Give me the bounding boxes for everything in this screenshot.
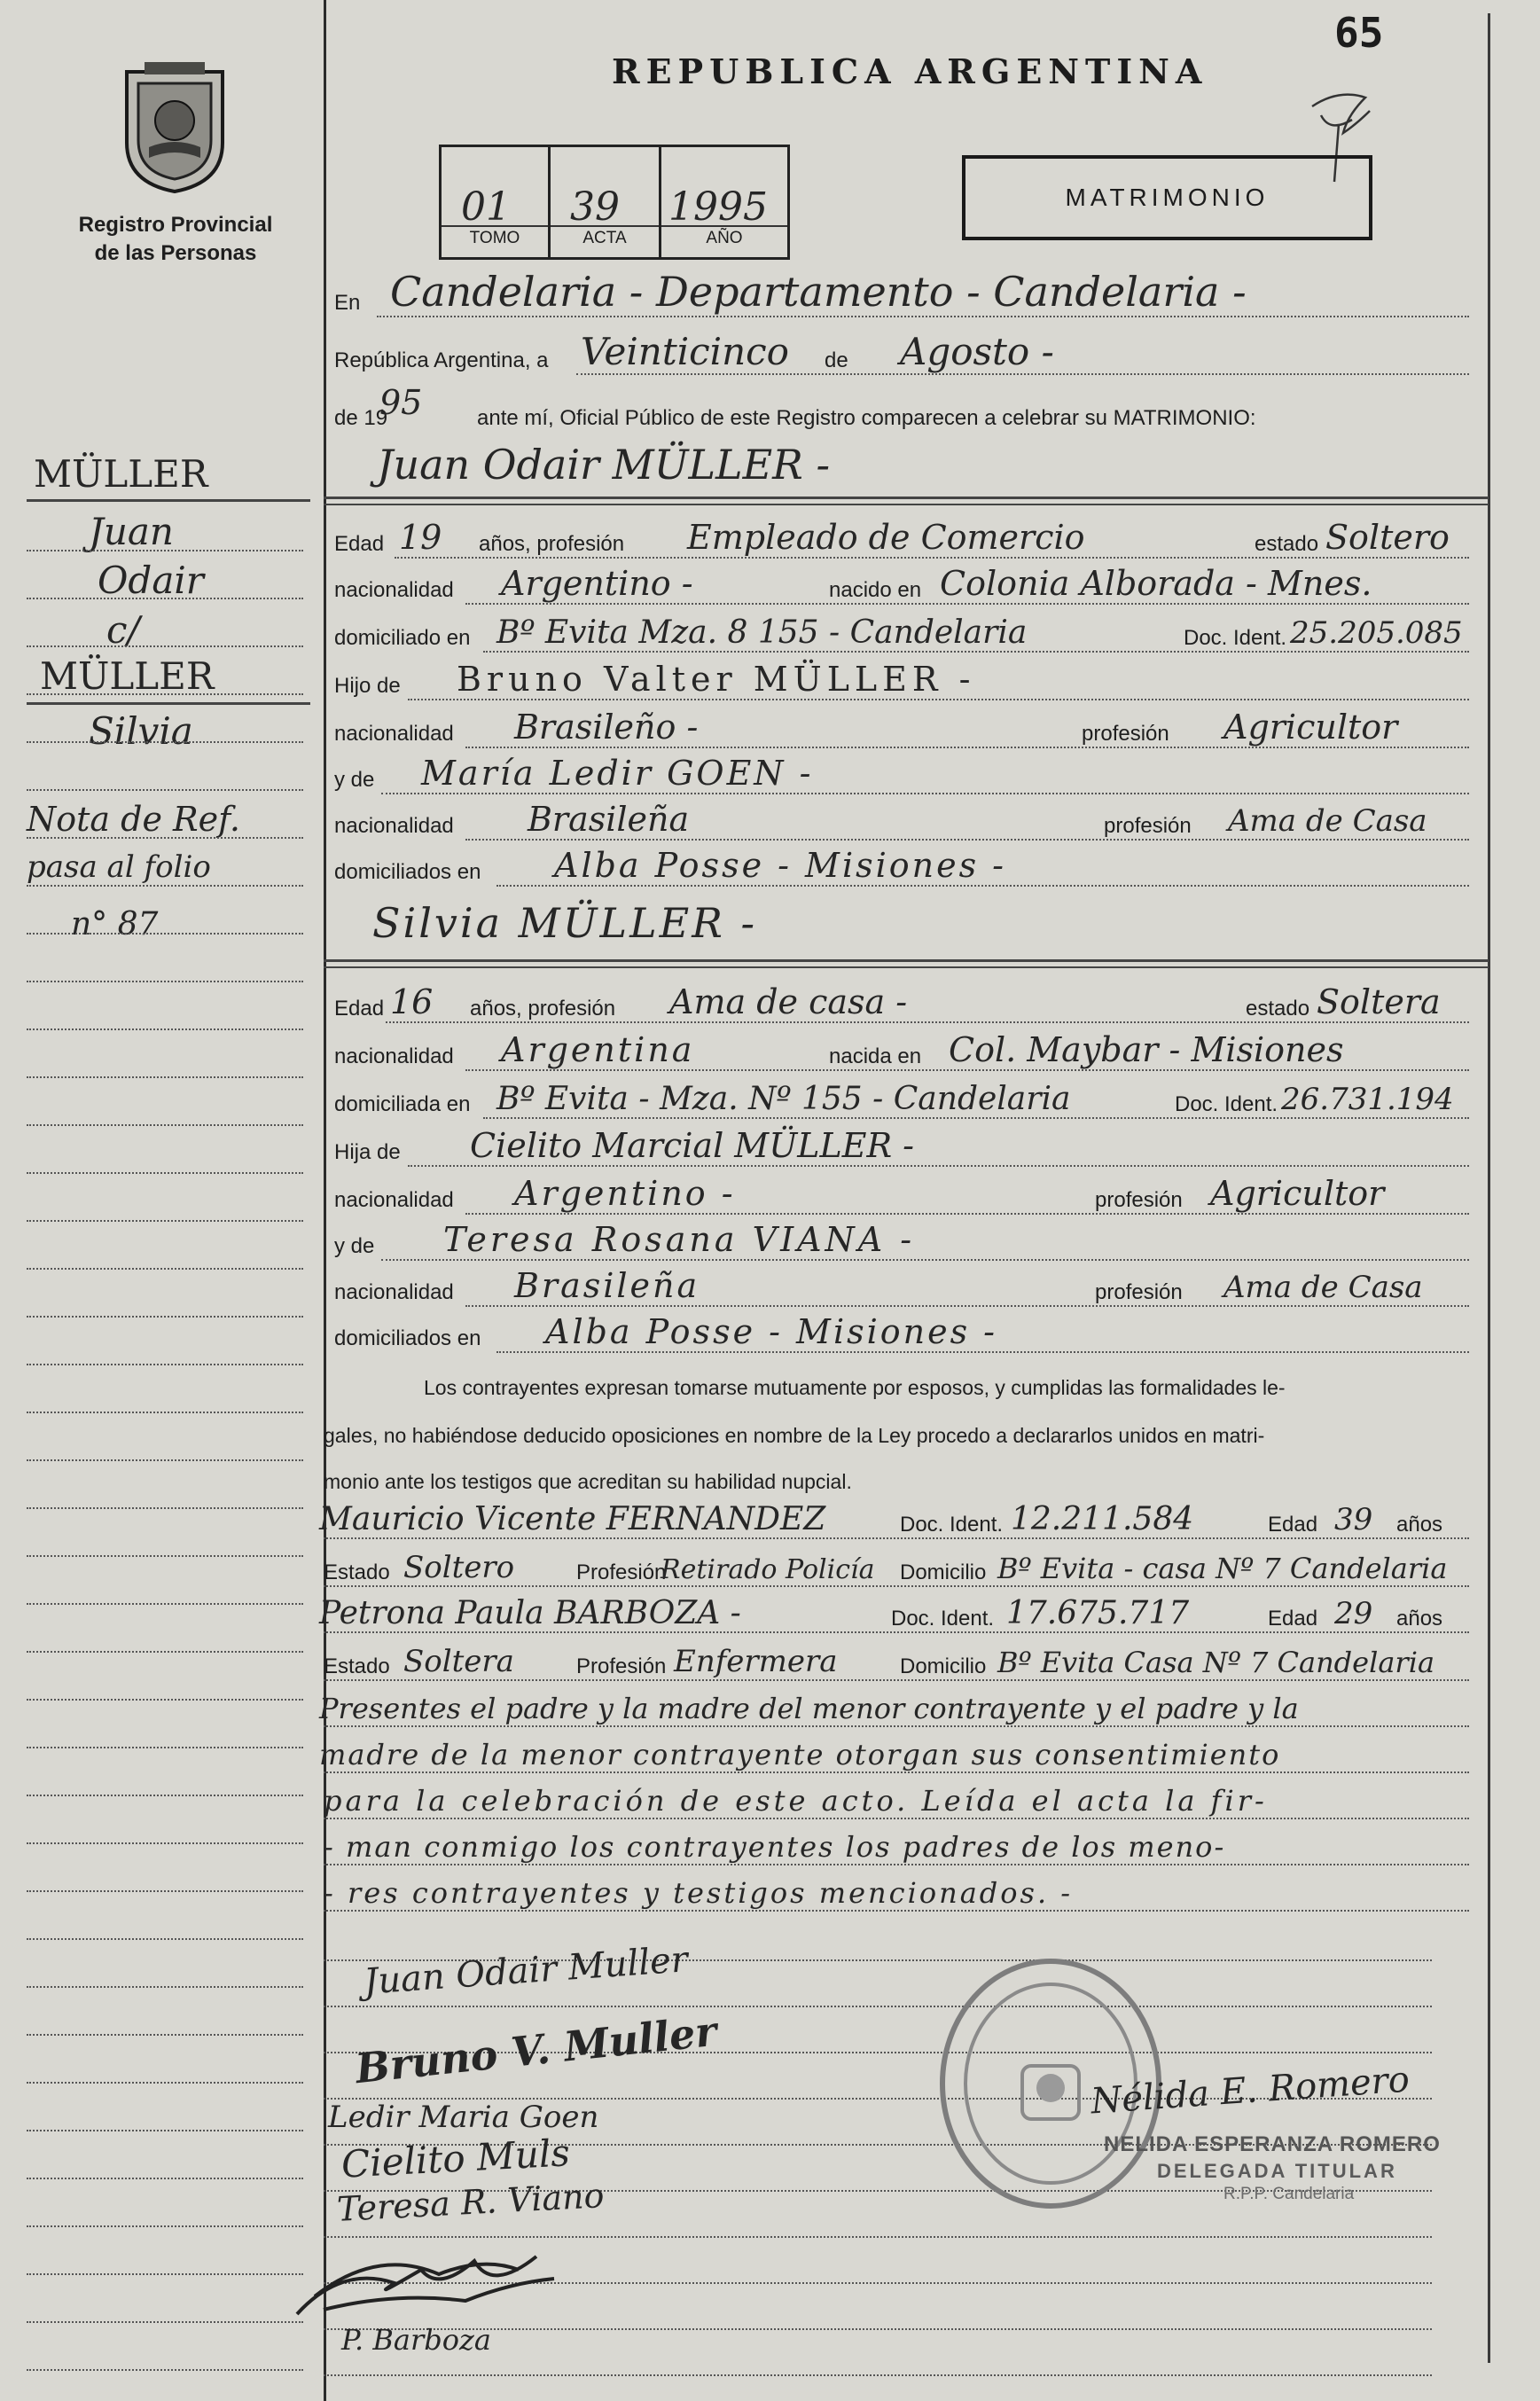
margin-ruled-line: [27, 1699, 303, 1701]
note-text: - man conmigo los contrayentes los padres de los meno-: [324, 1830, 1226, 1864]
witness1-line1: [319, 1497, 1469, 1543]
acta-cell: [551, 147, 661, 257]
margin-ruled-line: [27, 2178, 303, 2179]
bride-father: Cielito Marcial MÜLLER -: [470, 1126, 914, 1165]
margin-ruled-line: [27, 1220, 303, 1222]
margin-ruled-line: [27, 1890, 303, 1892]
margin-ruled-line: [27, 1124, 303, 1126]
groom-father-profession: Agricultor: [1223, 708, 1398, 747]
margin-ruled-line: [27, 693, 303, 695]
nacionalidad-label: nacionalidad: [334, 722, 454, 746]
coat-of-arms-icon: [113, 59, 236, 196]
page-number: 65: [1334, 9, 1384, 57]
margin-ruled-line: [27, 933, 303, 935]
intro-text: ante mí, Oficial Público de este Registro comparecen a celebrar su MATRIMONIO:: [477, 406, 1256, 430]
margin-name2: Silvia: [89, 709, 193, 753]
profesion-label: Profesión: [576, 1654, 667, 1678]
estado-label: estado: [1255, 532, 1319, 556]
margin-ruled-line: [27, 1459, 303, 1461]
signature-groom: Juan Odair Muller: [362, 1939, 690, 2003]
bride-father-profession: Agricultor: [1210, 1174, 1385, 1213]
groom-age-line: [324, 516, 1469, 562]
margin-ruled-line: [27, 1842, 303, 1844]
nacido-label: nacido en: [829, 578, 922, 602]
signature-scribble: [288, 2230, 572, 2336]
groom-father-line: [324, 658, 1469, 704]
hija-label: Hija de: [334, 1140, 401, 1164]
margin-note3: n° 87: [71, 906, 159, 942]
en-label: En: [334, 291, 361, 315]
month-value: Agosto -: [900, 330, 1054, 373]
record-number-box: [439, 145, 790, 260]
groom-parents-address: Alba Posse - Misiones -: [554, 846, 1007, 885]
edad-label: Edad: [1268, 1513, 1318, 1537]
margin-ruled-line: [27, 1555, 303, 1557]
ano-cell: [661, 147, 787, 257]
nacionalidad-label: nacionalidad: [334, 578, 454, 602]
signature-groom-mother: Ledir Maria Goen: [328, 2100, 599, 2135]
signature-witness: P. Barboza: [341, 2323, 491, 2357]
profesion-label: Profesión: [576, 1560, 667, 1584]
bride-nationality-line: [324, 1028, 1469, 1075]
margin-ruled-line: [27, 1316, 303, 1318]
domiciliados-label: domiciliados en: [334, 860, 481, 884]
doc-label: Doc. Ident.: [891, 1607, 995, 1631]
witness1-doc: 12.211.584: [1011, 1501, 1194, 1537]
profesion-label: años, profesión: [479, 532, 625, 556]
notes-line-5: [324, 1869, 1469, 1915]
witness2-doc: 17.675.717: [1006, 1595, 1190, 1631]
margin-ruled-line: [27, 2034, 303, 2036]
witness2-line1: [319, 1591, 1469, 1637]
groom-doc: 25.205.085: [1290, 615, 1463, 651]
note-text: madre de la menor contrayente otorgan sus consentimiento: [319, 1738, 1281, 1771]
margin-name1a: Juan: [89, 510, 174, 553]
domicilio-label: Domicilio: [900, 1560, 987, 1584]
note-text: Presentes el padre y la madre del menor contrayente y el padre y la: [319, 1692, 1299, 1725]
country-title: REPUBLICA ARGENTINA: [612, 51, 1208, 91]
signature-ruled-line: [324, 2374, 1432, 2376]
margin-ruled-line: [27, 1412, 303, 1413]
notes-line-4: [324, 1823, 1469, 1869]
bride-mother-nationality: Brasileña: [514, 1266, 700, 1305]
bride-birthplace: Col. Maybar - Misiones: [949, 1030, 1344, 1069]
bride-address-line: [324, 1076, 1469, 1122]
official-office: R.P.P. Candelaria: [1223, 2185, 1355, 2203]
groom-mother-nationality-line: [324, 798, 1469, 844]
margin-ruled-line: [27, 1364, 303, 1365]
year-value: 95: [379, 383, 423, 422]
bride-doc: 26.731.194: [1281, 1082, 1454, 1117]
acta-label: ACTA: [551, 225, 659, 248]
ano-value: 1995: [668, 184, 768, 230]
groom-birthplace: Colonia Alborada - Mnes.: [940, 564, 1372, 603]
margin-ruled-line: [27, 598, 303, 599]
groom-father-nationality-line: [324, 706, 1469, 752]
margin-ruled-line: [27, 1986, 303, 1988]
record-type-box: [962, 155, 1372, 240]
tomo-cell: [442, 147, 551, 257]
margin-ruled-line: [27, 981, 303, 982]
domiciliados-label: domiciliados en: [334, 1326, 481, 1350]
place-value: Candelaria - Departamento - Candelaria -: [390, 268, 1247, 316]
note-text: para la celebración de este acto. Leída el acta la fir-: [324, 1784, 1268, 1818]
acta-value: 39: [570, 184, 620, 230]
witness1-age: 39: [1334, 1502, 1373, 1537]
bride-mother-profession: Ama de Casa: [1223, 1270, 1423, 1305]
margin-surname2: MÜLLER: [40, 654, 215, 698]
signature-bride-father: Cielito Muls: [340, 2131, 571, 2186]
bride-age: 16: [390, 982, 434, 1021]
year-line: [324, 383, 1469, 436]
bride-parents-address-line: [324, 1310, 1469, 1357]
groom-nationality-line: [324, 562, 1469, 608]
notes-line-1: [319, 1685, 1469, 1731]
official-title: DELEGADA TITULAR: [1157, 2160, 1397, 2182]
margin-ruled-line: [27, 1795, 303, 1796]
margin-ruled-line: [27, 1268, 303, 1270]
bride-mother: Teresa Rosana VIANA -: [443, 1220, 916, 1259]
de-label: de: [825, 348, 848, 372]
groom-name-line: [324, 441, 1469, 494]
groom-mother-nationality: Brasileña: [528, 800, 690, 839]
groom-profession: Empleado de Comercio: [687, 518, 1085, 557]
margin-ruled-line: [27, 2321, 303, 2323]
nacida-label: nacida en: [829, 1044, 922, 1068]
bride-address: Bº Evita - Mza. Nº 155 - Candelaria: [496, 1081, 1071, 1117]
margin-surname1: MÜLLER: [34, 452, 208, 496]
groom-mother: María Ledir GOEN -: [421, 754, 814, 793]
witness1-name: Mauricio Vicente FERNANDEZ: [319, 1501, 826, 1537]
margin-ruled-line: [27, 1076, 303, 1078]
margin-ruled-line: [27, 741, 303, 743]
registry-name-line2: de las Personas: [94, 241, 257, 265]
margin-ruled-line: [27, 2369, 303, 2371]
profesion-label: profesión: [1095, 1280, 1183, 1304]
tomo-label: TOMO: [442, 225, 548, 248]
bride-parents-address: Alba Posse - Misiones -: [545, 1312, 998, 1351]
doc-label: Doc. Ident.: [1175, 1092, 1278, 1116]
bride-father-nationality: Argentino -: [514, 1174, 736, 1213]
ano-label: AÑO: [661, 225, 787, 248]
margin-ruled-line: [27, 789, 303, 791]
witness2-name: Petrona Paula BARBOZA -: [319, 1595, 741, 1631]
date-line: [324, 332, 1469, 379]
estado-label: Estado: [324, 1560, 390, 1584]
margin-conj: c/: [106, 608, 140, 652]
margin-ruled-line: [27, 645, 303, 647]
bride-nationality: Argentina: [501, 1030, 695, 1069]
margin-ruled-line: [27, 2225, 303, 2227]
margin-name1b: Odair: [98, 559, 204, 602]
year-prefix: de 19: [334, 406, 388, 430]
groom-father-nationality: Brasileño -: [514, 708, 699, 747]
estado-label: estado: [1246, 997, 1310, 1021]
groom-address: Bº Evita Mza. 8 155 - Candelaria: [496, 614, 1028, 651]
y-de-label: y de: [334, 1234, 375, 1258]
margin-ruled-line: [27, 550, 303, 551]
margin-ruled-line: [27, 837, 303, 839]
margin-note1: Nota de Ref.: [27, 800, 240, 839]
witness2-age: 29: [1334, 1596, 1373, 1631]
nacionalidad-label: nacionalidad: [334, 1188, 454, 1212]
witness2-address: Bº Evita Casa Nº 7 Candelaria: [997, 1646, 1435, 1679]
signature-ruled-line: [324, 2006, 1432, 2007]
margin-ruled-line: [27, 1028, 303, 1030]
domiciliada-label: domiciliada en: [334, 1092, 471, 1116]
groom-father: Bruno Valter MÜLLER -: [457, 660, 976, 699]
groom-mother-profession: Ama de Casa: [1228, 803, 1427, 839]
bride-father-line: [324, 1124, 1469, 1170]
place-line: [324, 268, 1469, 321]
witness1-address: Bº Evita - casa Nº 7 Candelaria: [997, 1552, 1448, 1585]
record-type-label: MATRIMONIO: [1065, 184, 1270, 211]
body-text-line3: monio ante los testigos que acreditan su habilidad nupcial.: [324, 1470, 852, 1493]
witness1-line2: [324, 1545, 1469, 1591]
witness2-profession: Enfermera: [674, 1644, 838, 1679]
signature-groom-father: Bruno V. Muller: [353, 2006, 719, 2093]
edad-label: Edad: [334, 997, 385, 1021]
margin-note2: pasa al folio: [27, 849, 211, 885]
edad-label: Edad: [334, 532, 385, 556]
margin-ruled-line: [27, 1172, 303, 1174]
witness2-status: Soltera: [403, 1644, 514, 1679]
profesion-label: años, profesión: [470, 997, 616, 1021]
republica-label: República Argentina, a: [334, 348, 549, 372]
witness1-profession: Retirado Policía: [661, 1554, 875, 1585]
bride-marital-status: Soltera: [1317, 982, 1441, 1021]
bride-age-line: [324, 981, 1469, 1027]
right-margin-rule: [1488, 13, 1490, 2363]
margin-ruled-line: [27, 1507, 303, 1509]
bride-mother-line: [324, 1218, 1469, 1264]
groom-mother-line: [324, 752, 1469, 798]
doc-label: Doc. Ident.: [900, 1513, 1004, 1537]
y-de-label: y de: [334, 768, 375, 792]
profesion-label: profesión: [1095, 1188, 1183, 1212]
registry-name-line1: Registro Provincial: [78, 213, 273, 237]
anos-label: años: [1396, 1513, 1443, 1537]
margin-ruled-line: [27, 2273, 303, 2275]
profesion-label: profesión: [1104, 814, 1192, 838]
groom-name: Juan Odair MÜLLER -: [377, 441, 830, 489]
body-text-line2: gales, no habiéndose deducido oposiciones en nombre de la Ley procedo a declararlos unidos en matri-: [324, 1424, 1265, 1447]
day-value: Veinticinco: [581, 330, 789, 373]
bride-name-line: [324, 899, 1469, 952]
nacionalidad-label: nacionalidad: [334, 814, 454, 838]
margin-ruled-line: [27, 1938, 303, 1940]
official-name: NELIDA ESPERANZA ROMERO: [1104, 2132, 1441, 2156]
tomo-value: 01: [461, 184, 511, 230]
bride-profession: Ama de casa -: [669, 982, 908, 1021]
doc-label: Doc. Ident.: [1184, 626, 1287, 650]
body-text-line1: Los contrayentes expresan tomarse mutuamente por esposos, y cumplidas las formalidades le-: [424, 1376, 1286, 1399]
edad-label: Edad: [1268, 1607, 1318, 1631]
notes-line-2: [319, 1731, 1469, 1777]
nacionalidad-label: nacionalidad: [334, 1044, 454, 1068]
nacionalidad-label: nacionalidad: [334, 1280, 454, 1304]
note-text: - res contrayentes y testigos mencionados. -: [324, 1876, 1074, 1910]
bride-father-nationality-line: [324, 1172, 1469, 1218]
bride-name: Silvia MÜLLER -: [372, 899, 758, 947]
witness1-status: Soltero: [403, 1550, 515, 1585]
estado-label: Estado: [324, 1654, 390, 1678]
margin-ruled-line: [27, 1603, 303, 1605]
groom-parents-address-line: [324, 844, 1469, 890]
groom-age: 19: [399, 518, 442, 557]
notes-line-3: [324, 1777, 1469, 1823]
bride-mother-nationality-line: [324, 1264, 1469, 1310]
official-signature: Nélida E. Romero: [1089, 2059, 1411, 2123]
domicilio-label: Domicilio: [900, 1654, 987, 1678]
profesion-label: profesión: [1082, 722, 1169, 746]
margin-ruled-line: [27, 1747, 303, 1748]
anos-label: años: [1396, 1607, 1443, 1631]
margin-ruled-line: [27, 1651, 303, 1653]
margin-ruled-line: [27, 2130, 303, 2131]
groom-address-line: [324, 610, 1469, 656]
hijo-label: Hijo de: [334, 674, 401, 698]
groom-nationality: Argentino -: [501, 564, 693, 603]
margin-ruled-line: [27, 885, 303, 887]
witness2-line2: [324, 1638, 1469, 1685]
margin-ruled-line: [27, 2082, 303, 2084]
domiciliado-label: domiciliado en: [334, 626, 471, 650]
groom-marital-status: Soltero: [1325, 518, 1450, 557]
signature-bride-mother: Teresa R. Viano: [336, 2176, 606, 2229]
